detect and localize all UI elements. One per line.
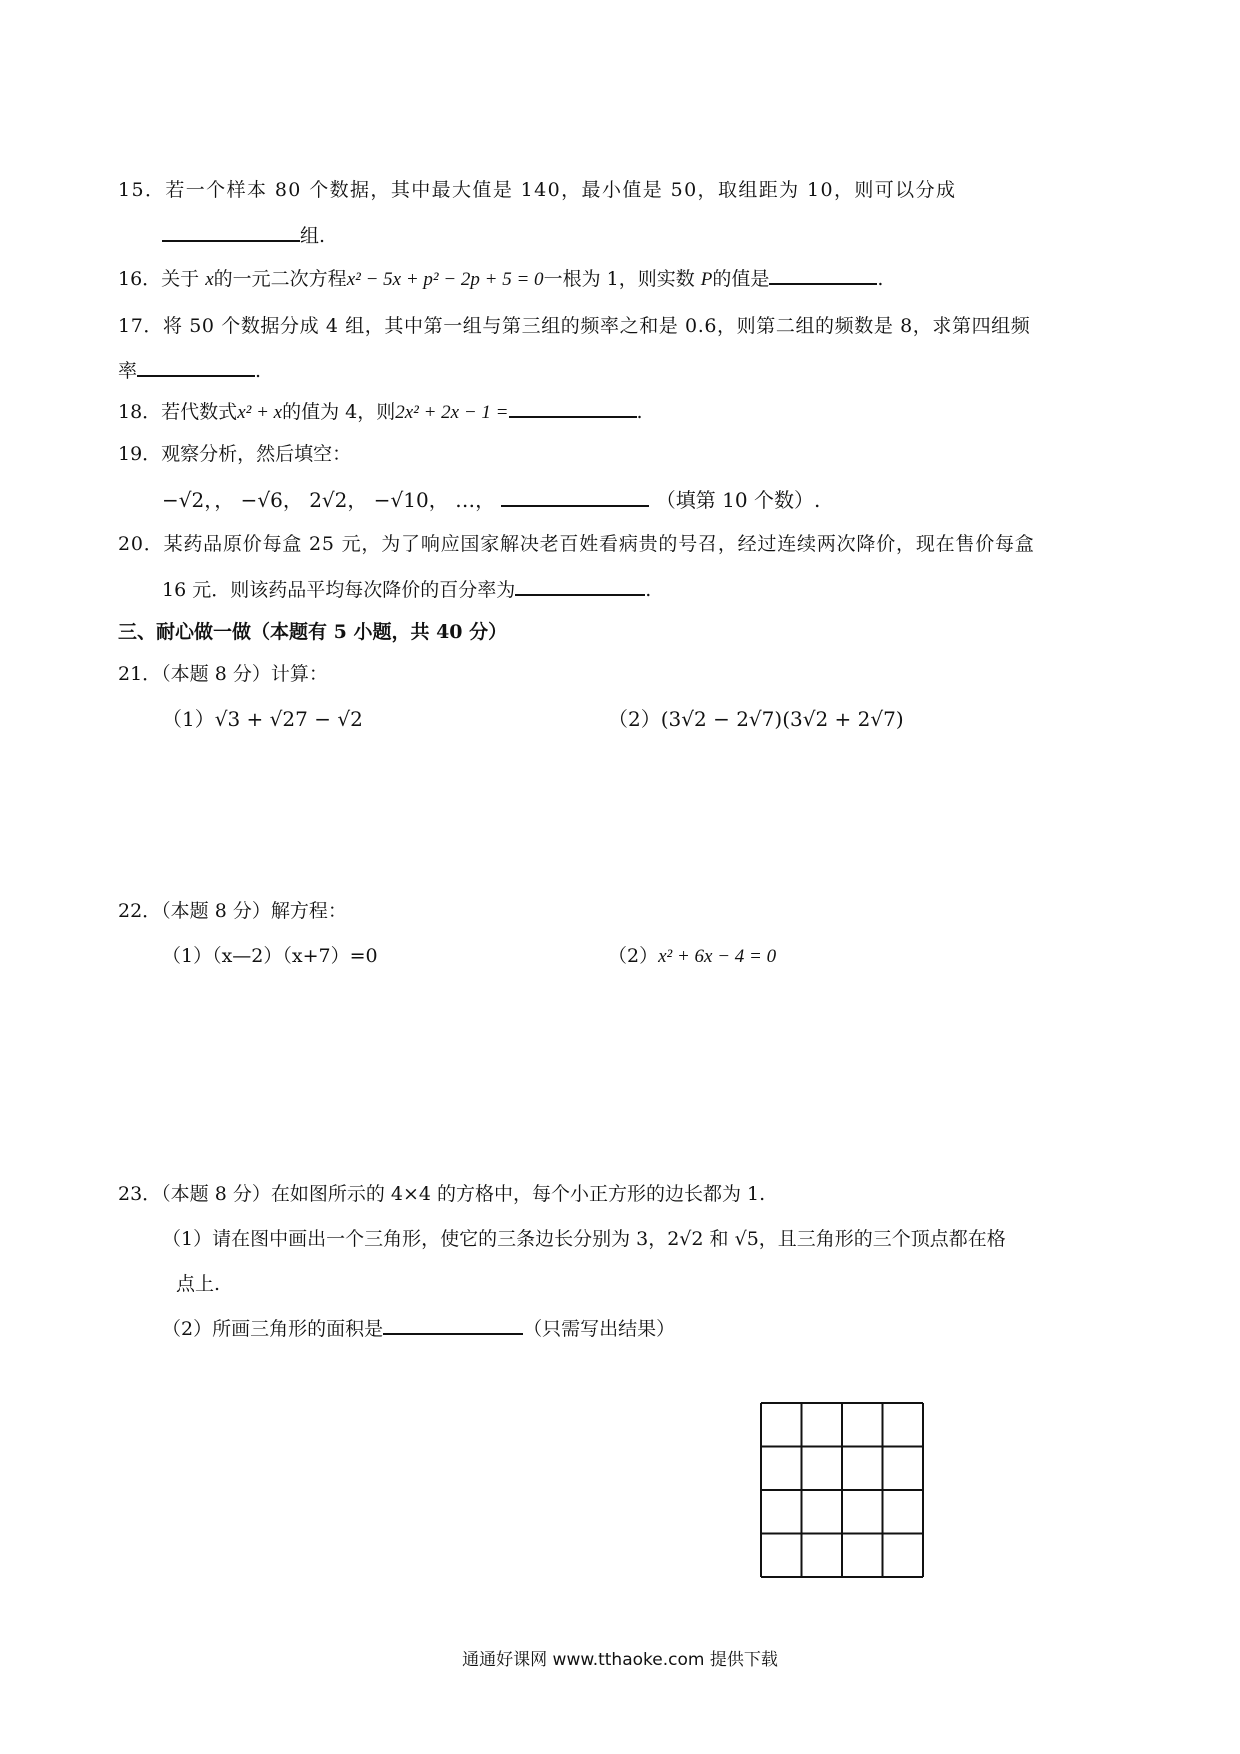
q16-line [118,265,883,294]
q21-p1-label: （1） [162,707,215,731]
q19-term-2: −√6， [240,488,303,512]
q18-answer-blank[interactable] [509,398,637,418]
footer-suffix: 提供下载 [709,1650,778,1670]
q15-line2 [162,222,325,250]
q16-answer-blank[interactable] [769,265,877,285]
q23-answer-blank[interactable] [383,1315,523,1335]
q21-p1-expr: √3 + √27 − √2 [214,707,363,731]
q16-equation: x² − 5x + p² − 2p + 5 = 0 [346,269,544,290]
q23-part1-line1: （1）请在图中画出一个三角形，使它的三条边长分别为 3，2√2 和 √5，且三角形的三个顶点都在格 [162,1228,1006,1250]
q15-line1: 15．若一个样本 80 个数据，其中最大值是 140，最小值是 50，取组距为 10，则可以分成 [118,179,957,201]
q20-line2 [162,576,651,604]
q16-text1: 的一元二次方程 [213,268,347,290]
q19-sequence [162,486,820,514]
q15-answer-blank[interactable] [162,222,300,242]
q21-part1 [162,705,363,733]
q19-answer-blank[interactable] [501,487,649,507]
q18-line [118,398,643,427]
q19-line1: 19．观察分析，然后填空： [118,443,352,465]
q17-end: . [255,360,262,382]
q22-part2 [608,942,776,971]
q20-answer-blank[interactable] [515,576,645,596]
q19-term-5: …， [455,488,496,512]
q23-p2-prefix: （2）所画三角形的面积是 [162,1318,384,1340]
q17-answer-blank[interactable] [137,357,255,377]
q15-suffix: 组. [300,225,326,247]
q16-end: . [877,268,884,290]
footer-url[interactable]: www.tthaoke.com [552,1650,705,1670]
q17-line1: 17．将 50 个数据分成 4 组，其中第一组与第三组的频率之和是 0.6，则第二组的频数是 8，求第四组频 [118,315,1031,337]
q20-line1: 20．某药品原价每盒 25 元，为了响应国家解决老百姓看病贵的号召，经过连续两次降价，现在售价每盒 [118,533,1035,555]
q18-end: . [636,401,643,423]
q18-expr2: 2x² + 2x − 1 = [395,402,509,423]
q23-p2-suffix: （只需写出结果） [523,1318,676,1340]
q16-num: 16．关于 [118,268,200,290]
q19-note: （填第 10 个数）. [655,488,821,512]
footer [0,1645,1240,1670]
q21-p2-label: （2） [608,707,661,731]
q17-line2 [118,357,261,385]
q18-text2: 的值为 4，则 [282,401,396,423]
q22-title: 22．（本题 8 分）解方程： [118,900,347,922]
q23-part2 [162,1315,675,1343]
q22-p2-label: （2） [608,945,659,967]
q16-var-p: P [700,269,713,290]
q18-text1: 18．若代数式 [118,401,238,423]
q20-prefix: 16 元．则该药品平均每次降价的百分率为 [162,579,516,601]
footer-site-name: 通通好课网 [462,1650,548,1670]
q23-part1-line2: 点上. [176,1273,221,1295]
q22-part1: （1）（x—2）（x+7）=0 [162,945,378,967]
q19-term-4: −√10， [373,488,449,512]
q16-text3: 的值是 [712,268,770,290]
q16-text2: 一根为 1，则实数 [543,268,695,290]
q19-term-3: 2√2， [309,488,368,512]
q17-prefix: 率 [118,360,138,382]
q23-title: 23．（本题 8 分）在如图所示的 4×4 的方格中，每个小正方形的边长都为 1. [118,1183,766,1205]
square-grid-4x4[interactable] [760,1402,924,1578]
q21-title: 21．（本题 8 分）计算： [118,663,328,685]
q21-part2 [608,705,904,733]
q18-expr1: x² + x [237,402,283,423]
q19-term-1: −√2，， [162,488,235,512]
q22-p2-expr: x² + 6x − 4 = 0 [658,946,777,967]
section3-title: 三、耐心做一做（本题有 5 小题，共 40 分） [118,621,508,643]
q16-var-x: x [205,269,214,290]
q20-end: . [645,579,652,601]
q21-p2-expr: (3√2 − 2√7)(3√2 + 2√7) [660,707,904,731]
